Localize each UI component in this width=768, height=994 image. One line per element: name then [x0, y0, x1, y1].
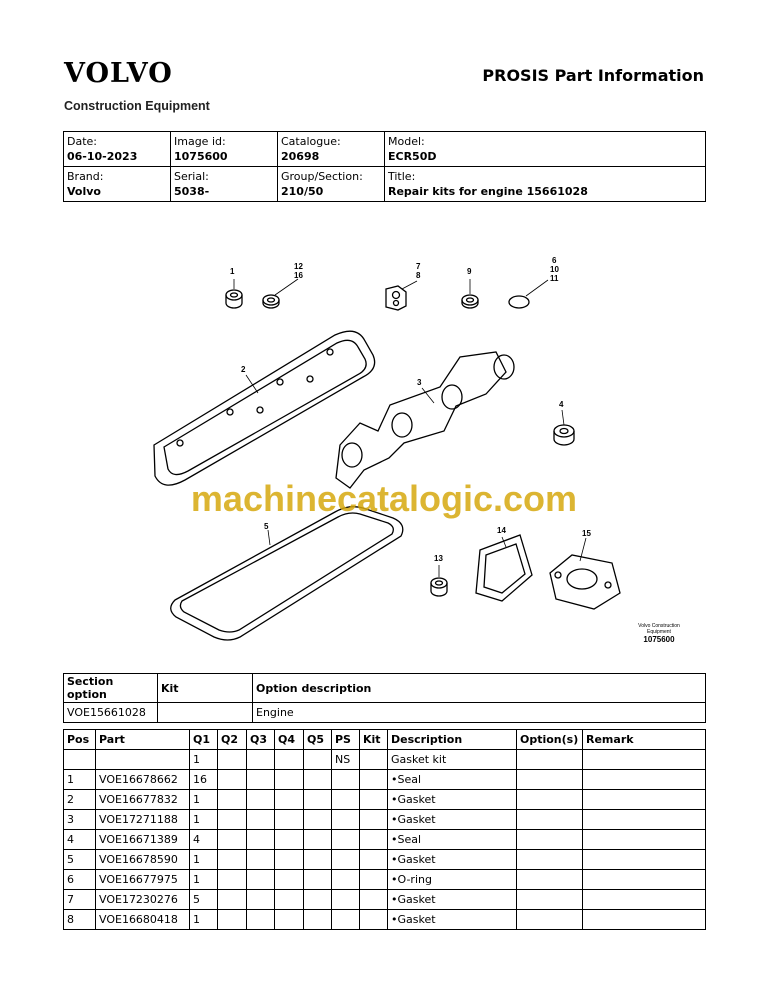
serial-value: 5038-	[174, 185, 210, 198]
part-cell: VOE16680418	[96, 910, 190, 930]
ps-cell	[332, 790, 360, 810]
pos-cell: 3	[64, 810, 96, 830]
options-cell	[517, 750, 583, 770]
options-cell	[517, 790, 583, 810]
o-ring-part-6	[509, 296, 529, 308]
section-option-header: Section option	[64, 674, 158, 703]
seal-part-13	[431, 578, 447, 596]
kit-cell	[158, 703, 253, 723]
q1-cell: 1	[190, 790, 218, 810]
kit-header: Kit	[158, 674, 253, 703]
remark-cell	[583, 810, 706, 830]
q1-cell: 1	[190, 810, 218, 830]
image-credit	[624, 623, 694, 643]
date-label: Date:	[67, 135, 97, 148]
pos-cell: 4	[64, 830, 96, 850]
options-cell	[517, 870, 583, 890]
washer-part-12	[263, 295, 279, 308]
q3-cell	[247, 810, 275, 830]
serial-label: Serial:	[174, 170, 209, 183]
gasket-part-15	[550, 555, 620, 609]
pos-cell	[64, 750, 96, 770]
q5-cell	[304, 910, 332, 930]
table-row	[64, 870, 706, 890]
callout-2: 2	[241, 365, 246, 374]
options-header: Option(s)	[517, 730, 583, 750]
remark-cell	[583, 850, 706, 870]
options-cell	[517, 850, 583, 870]
gasket-part-14	[476, 535, 532, 601]
q1-cell: 1	[190, 850, 218, 870]
pos-header: Pos	[64, 730, 96, 750]
q2-cell	[218, 830, 247, 850]
washer-part-9	[462, 295, 478, 308]
parts-table	[63, 729, 706, 930]
kit-cell	[360, 870, 388, 890]
callout-10: 10	[550, 265, 559, 274]
table-row	[64, 910, 706, 930]
part-cell: VOE16677832	[96, 790, 190, 810]
q4-cell	[275, 750, 304, 770]
q5-cell	[304, 810, 332, 830]
q4-cell	[275, 870, 304, 890]
q3-cell	[247, 750, 275, 770]
description-cell: •Seal	[388, 830, 517, 850]
option-description-cell: Engine	[253, 703, 706, 723]
callout-8: 8	[416, 271, 421, 280]
kit-cell	[360, 830, 388, 850]
q5-cell	[304, 770, 332, 790]
pos-cell: 8	[64, 910, 96, 930]
q1-cell: 1	[190, 910, 218, 930]
q4-cell	[275, 810, 304, 830]
description-cell: •Gasket	[388, 890, 517, 910]
kit-cell	[360, 890, 388, 910]
info-table	[63, 131, 706, 202]
description-cell: •Gasket	[388, 810, 517, 830]
ps-cell	[332, 870, 360, 890]
title-value: Repair kits for engine 15661028	[388, 185, 588, 198]
q3-header: Q3	[247, 730, 275, 750]
remark-cell	[583, 770, 706, 790]
q4-cell	[275, 770, 304, 790]
option-description-header: Option description	[253, 674, 706, 703]
options-cell	[517, 770, 583, 790]
q2-cell	[218, 790, 247, 810]
model-value: ECR50D	[388, 150, 437, 163]
options-cell	[517, 810, 583, 830]
q2-cell	[218, 870, 247, 890]
image-credit-line2: Equipment	[647, 629, 671, 635]
image-id-label: Image id:	[174, 135, 226, 148]
kit-cell	[360, 790, 388, 810]
description-cell: •Gasket	[388, 910, 517, 930]
model-cell	[385, 132, 706, 167]
q4-cell	[275, 790, 304, 810]
callout-12-16: 12	[294, 262, 303, 271]
q3-cell	[247, 770, 275, 790]
gasket-part-2	[154, 331, 375, 485]
title-cell	[385, 167, 706, 202]
remark-cell	[583, 870, 706, 890]
ps-cell	[332, 910, 360, 930]
q1-header: Q1	[190, 730, 218, 750]
section-option-table	[63, 673, 706, 723]
gasket-part-7	[386, 286, 406, 310]
options-cell	[517, 890, 583, 910]
kit-cell	[360, 750, 388, 770]
remark-cell	[583, 750, 706, 770]
remark-cell	[583, 910, 706, 930]
part-cell: VOE16677975	[96, 870, 190, 890]
options-cell	[517, 830, 583, 850]
q4-cell	[275, 830, 304, 850]
callout-9: 9	[467, 267, 472, 276]
table-row	[64, 790, 706, 810]
group-value: 210/50	[281, 185, 324, 198]
callout-3: 3	[417, 378, 422, 387]
brand-value: Volvo	[67, 185, 101, 198]
q2-cell	[218, 810, 247, 830]
ps-cell	[332, 770, 360, 790]
table-row	[64, 850, 706, 870]
catalogue-value: 20698	[281, 150, 320, 163]
callout-4: 4	[559, 400, 564, 409]
title-label: Title:	[388, 170, 416, 183]
callout-7: 7	[416, 262, 421, 271]
q2-cell	[218, 750, 247, 770]
brand-label: Brand:	[67, 170, 104, 183]
q5-cell	[304, 890, 332, 910]
q4-header: Q4	[275, 730, 304, 750]
q5-cell	[304, 830, 332, 850]
description-cell: •Gasket	[388, 790, 517, 810]
kit-cell	[360, 810, 388, 830]
part-cell: VOE17230276	[96, 890, 190, 910]
ps-cell	[332, 890, 360, 910]
pos-cell: 6	[64, 870, 96, 890]
seal-part-4	[554, 425, 574, 445]
kit-cell	[360, 850, 388, 870]
ps-cell	[332, 830, 360, 850]
pos-cell: 7	[64, 890, 96, 910]
serial-cell	[171, 167, 278, 202]
date-value: 06-10-2023	[67, 150, 138, 163]
kit-cell	[360, 770, 388, 790]
q2-cell	[218, 770, 247, 790]
image-credit-number: 1075600	[643, 635, 675, 644]
image-credit-line1: Volvo Construction	[638, 623, 680, 629]
q2-cell	[218, 850, 247, 870]
table-row	[64, 703, 706, 723]
q2-header: Q2	[218, 730, 247, 750]
model-label: Model:	[388, 135, 425, 148]
volvo-logo: VOLVO	[64, 58, 173, 89]
q5-header: Q5	[304, 730, 332, 750]
q4-cell	[275, 890, 304, 910]
callout-6: 6	[552, 256, 557, 265]
description-cell: •O-ring	[388, 870, 517, 890]
document-title: PROSIS Part Information	[482, 66, 704, 85]
q4-cell	[275, 850, 304, 870]
watermark: machinecatalogic.com	[190, 478, 578, 519]
description-cell: •Gasket	[388, 850, 517, 870]
table-row	[64, 830, 706, 850]
part-header: Part	[96, 730, 190, 750]
part-cell: VOE17271188	[96, 810, 190, 830]
part-cell	[96, 750, 190, 770]
logo-subtitle: Construction Equipment	[64, 99, 210, 113]
q4-cell	[275, 910, 304, 930]
q1-cell: 4	[190, 830, 218, 850]
q3-cell	[247, 830, 275, 850]
table-row	[64, 750, 706, 770]
remark-header: Remark	[583, 730, 706, 750]
callout-5: 5	[264, 522, 269, 531]
image-id-cell	[171, 132, 278, 167]
section-option-cell: VOE15661028	[64, 703, 158, 723]
catalogue-cell	[278, 132, 385, 167]
table-row	[64, 810, 706, 830]
pos-cell: 1	[64, 770, 96, 790]
q5-cell	[304, 870, 332, 890]
image-id-value: 1075600	[174, 150, 228, 163]
q5-cell	[304, 790, 332, 810]
q5-cell	[304, 750, 332, 770]
callout-11: 11	[550, 274, 559, 283]
group-cell	[278, 167, 385, 202]
callout-14: 14	[497, 526, 506, 535]
table-row	[64, 890, 706, 910]
q3-cell	[247, 850, 275, 870]
q1-cell: 16	[190, 770, 218, 790]
date-cell	[64, 132, 171, 167]
gasket-part-5	[171, 507, 403, 640]
ps-cell	[332, 850, 360, 870]
q3-cell	[247, 870, 275, 890]
seal-part-1	[226, 290, 242, 308]
remark-cell	[583, 830, 706, 850]
remark-cell	[583, 890, 706, 910]
description-cell: •Seal	[388, 770, 517, 790]
q3-cell	[247, 890, 275, 910]
q2-cell	[218, 910, 247, 930]
ps-cell: NS	[332, 750, 360, 770]
kit-header: Kit	[360, 730, 388, 750]
remark-cell	[583, 790, 706, 810]
callout-15: 15	[582, 529, 591, 538]
callout-1: 1	[230, 267, 235, 276]
q1-cell: 1	[190, 750, 218, 770]
q2-cell	[218, 890, 247, 910]
callout-13: 13	[434, 554, 443, 563]
pos-cell: 5	[64, 850, 96, 870]
pos-cell: 2	[64, 790, 96, 810]
catalogue-label: Catalogue:	[281, 135, 341, 148]
q1-cell: 5	[190, 890, 218, 910]
q1-cell: 1	[190, 870, 218, 890]
description-header: Description	[388, 730, 517, 750]
ps-cell	[332, 810, 360, 830]
ps-header: PS	[332, 730, 360, 750]
table-row	[64, 770, 706, 790]
exploded-parts-diagram	[130, 245, 690, 660]
callout-16: 16	[294, 271, 303, 280]
brand-cell	[64, 167, 171, 202]
part-cell: VOE16678590	[96, 850, 190, 870]
q3-cell	[247, 910, 275, 930]
options-cell	[517, 910, 583, 930]
part-cell: VOE16678662	[96, 770, 190, 790]
group-label: Group/Section:	[281, 170, 363, 183]
q3-cell	[247, 790, 275, 810]
part-cell: VOE16671389	[96, 830, 190, 850]
gasket-part-3	[336, 352, 514, 488]
q5-cell	[304, 850, 332, 870]
description-cell: Gasket kit	[388, 750, 517, 770]
kit-cell	[360, 910, 388, 930]
